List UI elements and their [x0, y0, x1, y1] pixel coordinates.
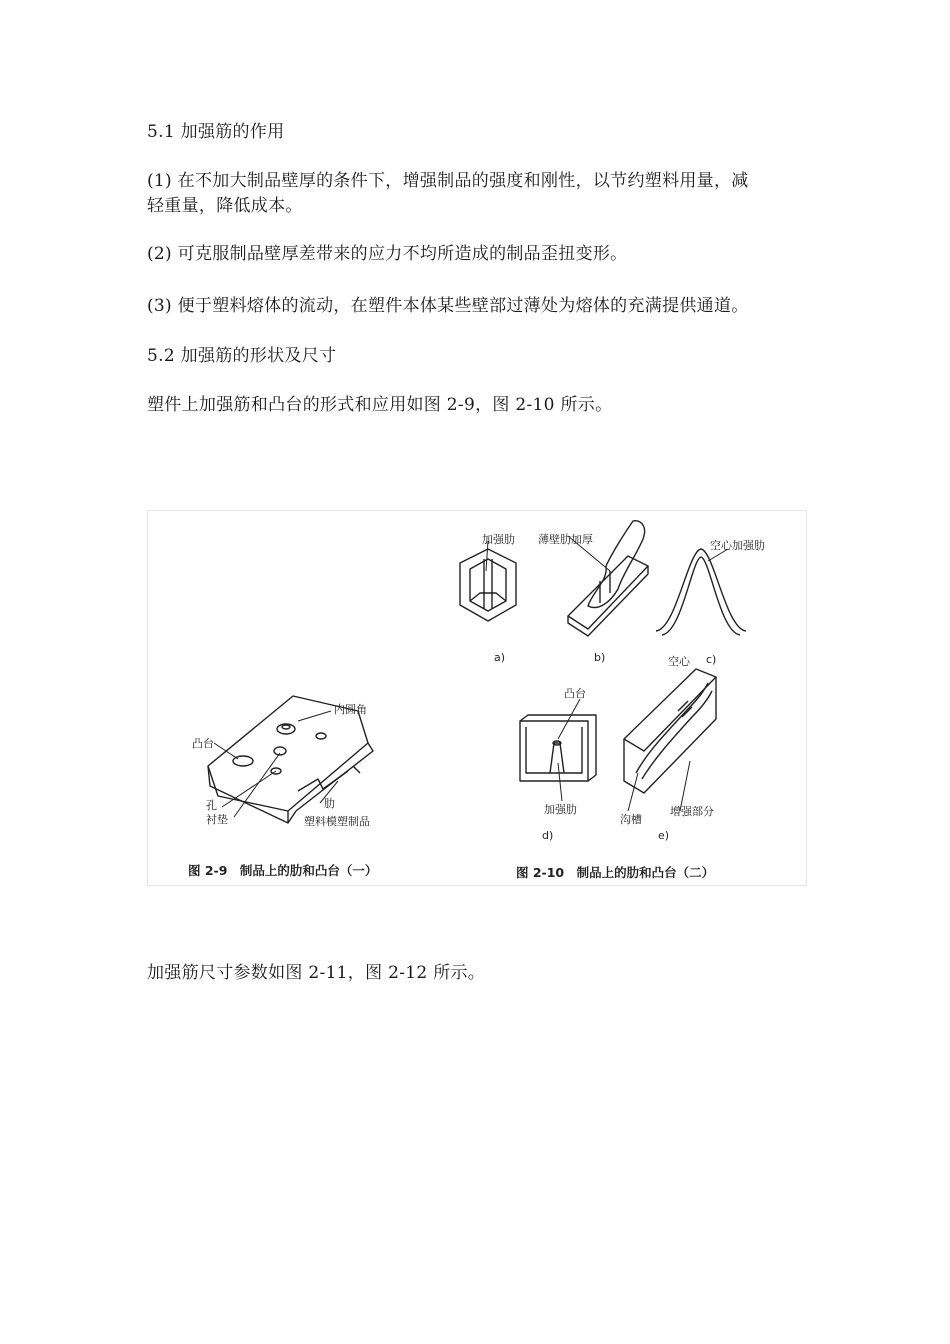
section-heading-5-2: 5.2 加强筋的形状及尺寸: [147, 346, 337, 366]
label-hole: 孔: [206, 799, 217, 812]
label-boss: 凸台: [192, 737, 214, 750]
label-boss-d: 凸台: [564, 687, 586, 700]
figure-ribs-and-bosses: [147, 510, 807, 886]
label-insert: 衬垫: [206, 813, 228, 826]
label-thin-rib-thickened: 薄壁肋加厚: [538, 533, 593, 546]
label-d: d): [542, 829, 554, 842]
section-heading-5-1: 5.1 加强筋的作用: [147, 122, 285, 142]
label-groove: 沟槽: [620, 813, 642, 826]
label-hollow-rib: 空心加强肋: [710, 539, 765, 552]
label-rib-a: 加强肋: [482, 533, 515, 546]
paragraph-4: 塑件上加强筋和凸台的形式和应用如图 2-9，图 2-10 所示。: [147, 395, 613, 415]
label-a: a): [494, 651, 506, 664]
fig10-c-illustration: [656, 549, 746, 635]
label-hollow: 空心: [668, 655, 690, 668]
paragraph-1-line-2: 轻重量，降低成本。: [147, 196, 303, 216]
label-plastic-part: 塑料模塑制品: [304, 815, 370, 828]
fig10-a-illustration: [460, 549, 516, 621]
paragraph-3: (3) 便于塑料熔体的流动，在塑件本体某些壁部过薄处为熔体的充满提供通道。: [147, 296, 749, 316]
paragraph-5: 加强筋尺寸参数如图 2-11，图 2-12 所示。: [147, 963, 486, 983]
label-c: c): [706, 653, 717, 666]
fig10-d-illustration: [520, 715, 596, 781]
label-b: b): [594, 651, 606, 664]
caption-fig-2-10: 图 2-10 制品上的肋和凸台（二）: [516, 865, 715, 880]
label-e: e): [658, 829, 670, 842]
label-reinforced-part: 增强部分: [670, 805, 714, 818]
leader-lines: [214, 536, 728, 817]
figure-drawing: [148, 511, 806, 885]
paragraph-1-line-1: (1) 在不加大制品壁厚的条件下，增强制品的强度和刚性，以节约塑料用量，减: [147, 171, 749, 191]
caption-fig-2-9: 图 2-9 制品上的肋和凸台（一）: [188, 863, 378, 878]
label-rib-d: 加强肋: [544, 803, 577, 816]
label-rib: 肋: [324, 797, 335, 810]
paragraph-2: (2) 可克服制品壁厚差带来的应力不均所造成的制品歪扭变形。: [147, 244, 628, 264]
label-inner-fillet: 内圆角: [334, 703, 367, 716]
